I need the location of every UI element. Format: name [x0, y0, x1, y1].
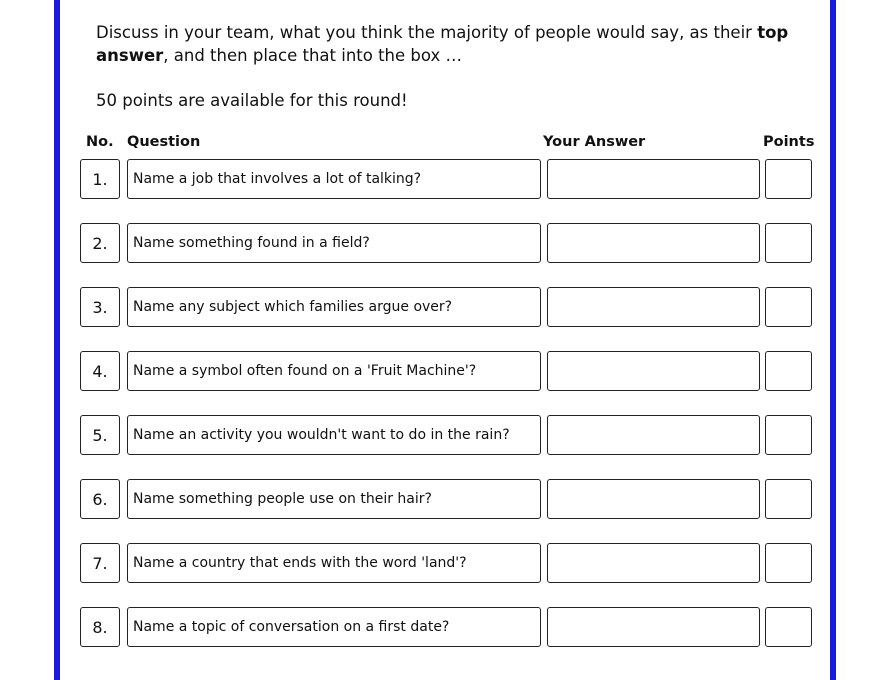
question-number: 3.	[80, 287, 120, 327]
header-question: Question	[127, 134, 201, 150]
question-number: 2.	[80, 223, 120, 263]
question-text	[127, 543, 541, 583]
points-box[interactable]	[765, 159, 812, 199]
question-number: 8.	[80, 607, 120, 647]
instructions-bold-2: answer	[96, 46, 164, 65]
question-label: Name a topic of conversation on a first date?	[133, 619, 450, 635]
question-number: 5.	[80, 415, 120, 455]
header-no: No.	[86, 134, 114, 150]
question-label: Name an activity you wouldn't want to do in the rain?	[133, 427, 510, 443]
points-note: 50 points are available for this round!	[96, 91, 408, 110]
question-label: Name something people use on their hair?	[133, 491, 432, 507]
question-number: 7.	[80, 543, 120, 583]
question-text	[127, 223, 541, 263]
question-text	[127, 415, 541, 455]
answer-box[interactable]	[547, 415, 760, 455]
points-box[interactable]	[765, 287, 812, 327]
question-label: Name something found in a field?	[133, 235, 370, 251]
question-label: Name a job that involves a lot of talking?	[133, 171, 422, 187]
question-text	[127, 351, 541, 391]
answer-box[interactable]	[547, 543, 760, 583]
header-points: Points	[763, 134, 815, 150]
question-label: Name a country that ends with the word 'land'?	[133, 555, 467, 571]
points-box[interactable]	[765, 607, 812, 647]
question-text	[127, 159, 541, 199]
points-box[interactable]	[765, 351, 812, 391]
instructions-text-2: , and then place that into the box …	[163, 46, 462, 65]
points-box[interactable]	[765, 543, 812, 583]
points-box[interactable]	[765, 479, 812, 519]
points-box[interactable]	[765, 223, 812, 263]
answer-box[interactable]	[547, 607, 760, 647]
question-label: Name any subject which families argue over?	[133, 299, 453, 315]
header-your-answer: Your Answer	[543, 134, 646, 150]
instructions-bold-1: top	[757, 23, 789, 42]
question-text	[127, 479, 541, 519]
question-label: Name a symbol often found on a 'Fruit Machine'?	[133, 363, 477, 379]
instructions-text-1: Discuss in your team, what you think the majority of people would say, as their	[96, 23, 758, 42]
question-text	[127, 607, 541, 647]
answer-box[interactable]	[547, 479, 760, 519]
question-number: 4.	[80, 351, 120, 391]
answer-box[interactable]	[547, 287, 760, 327]
question-number: 1.	[80, 159, 120, 199]
answer-box[interactable]	[547, 223, 760, 263]
question-text	[127, 287, 541, 327]
answer-box[interactable]	[547, 351, 760, 391]
points-box[interactable]	[765, 415, 812, 455]
instructions	[96, 21, 796, 67]
answer-box[interactable]	[547, 159, 760, 199]
question-number: 6.	[80, 479, 120, 519]
